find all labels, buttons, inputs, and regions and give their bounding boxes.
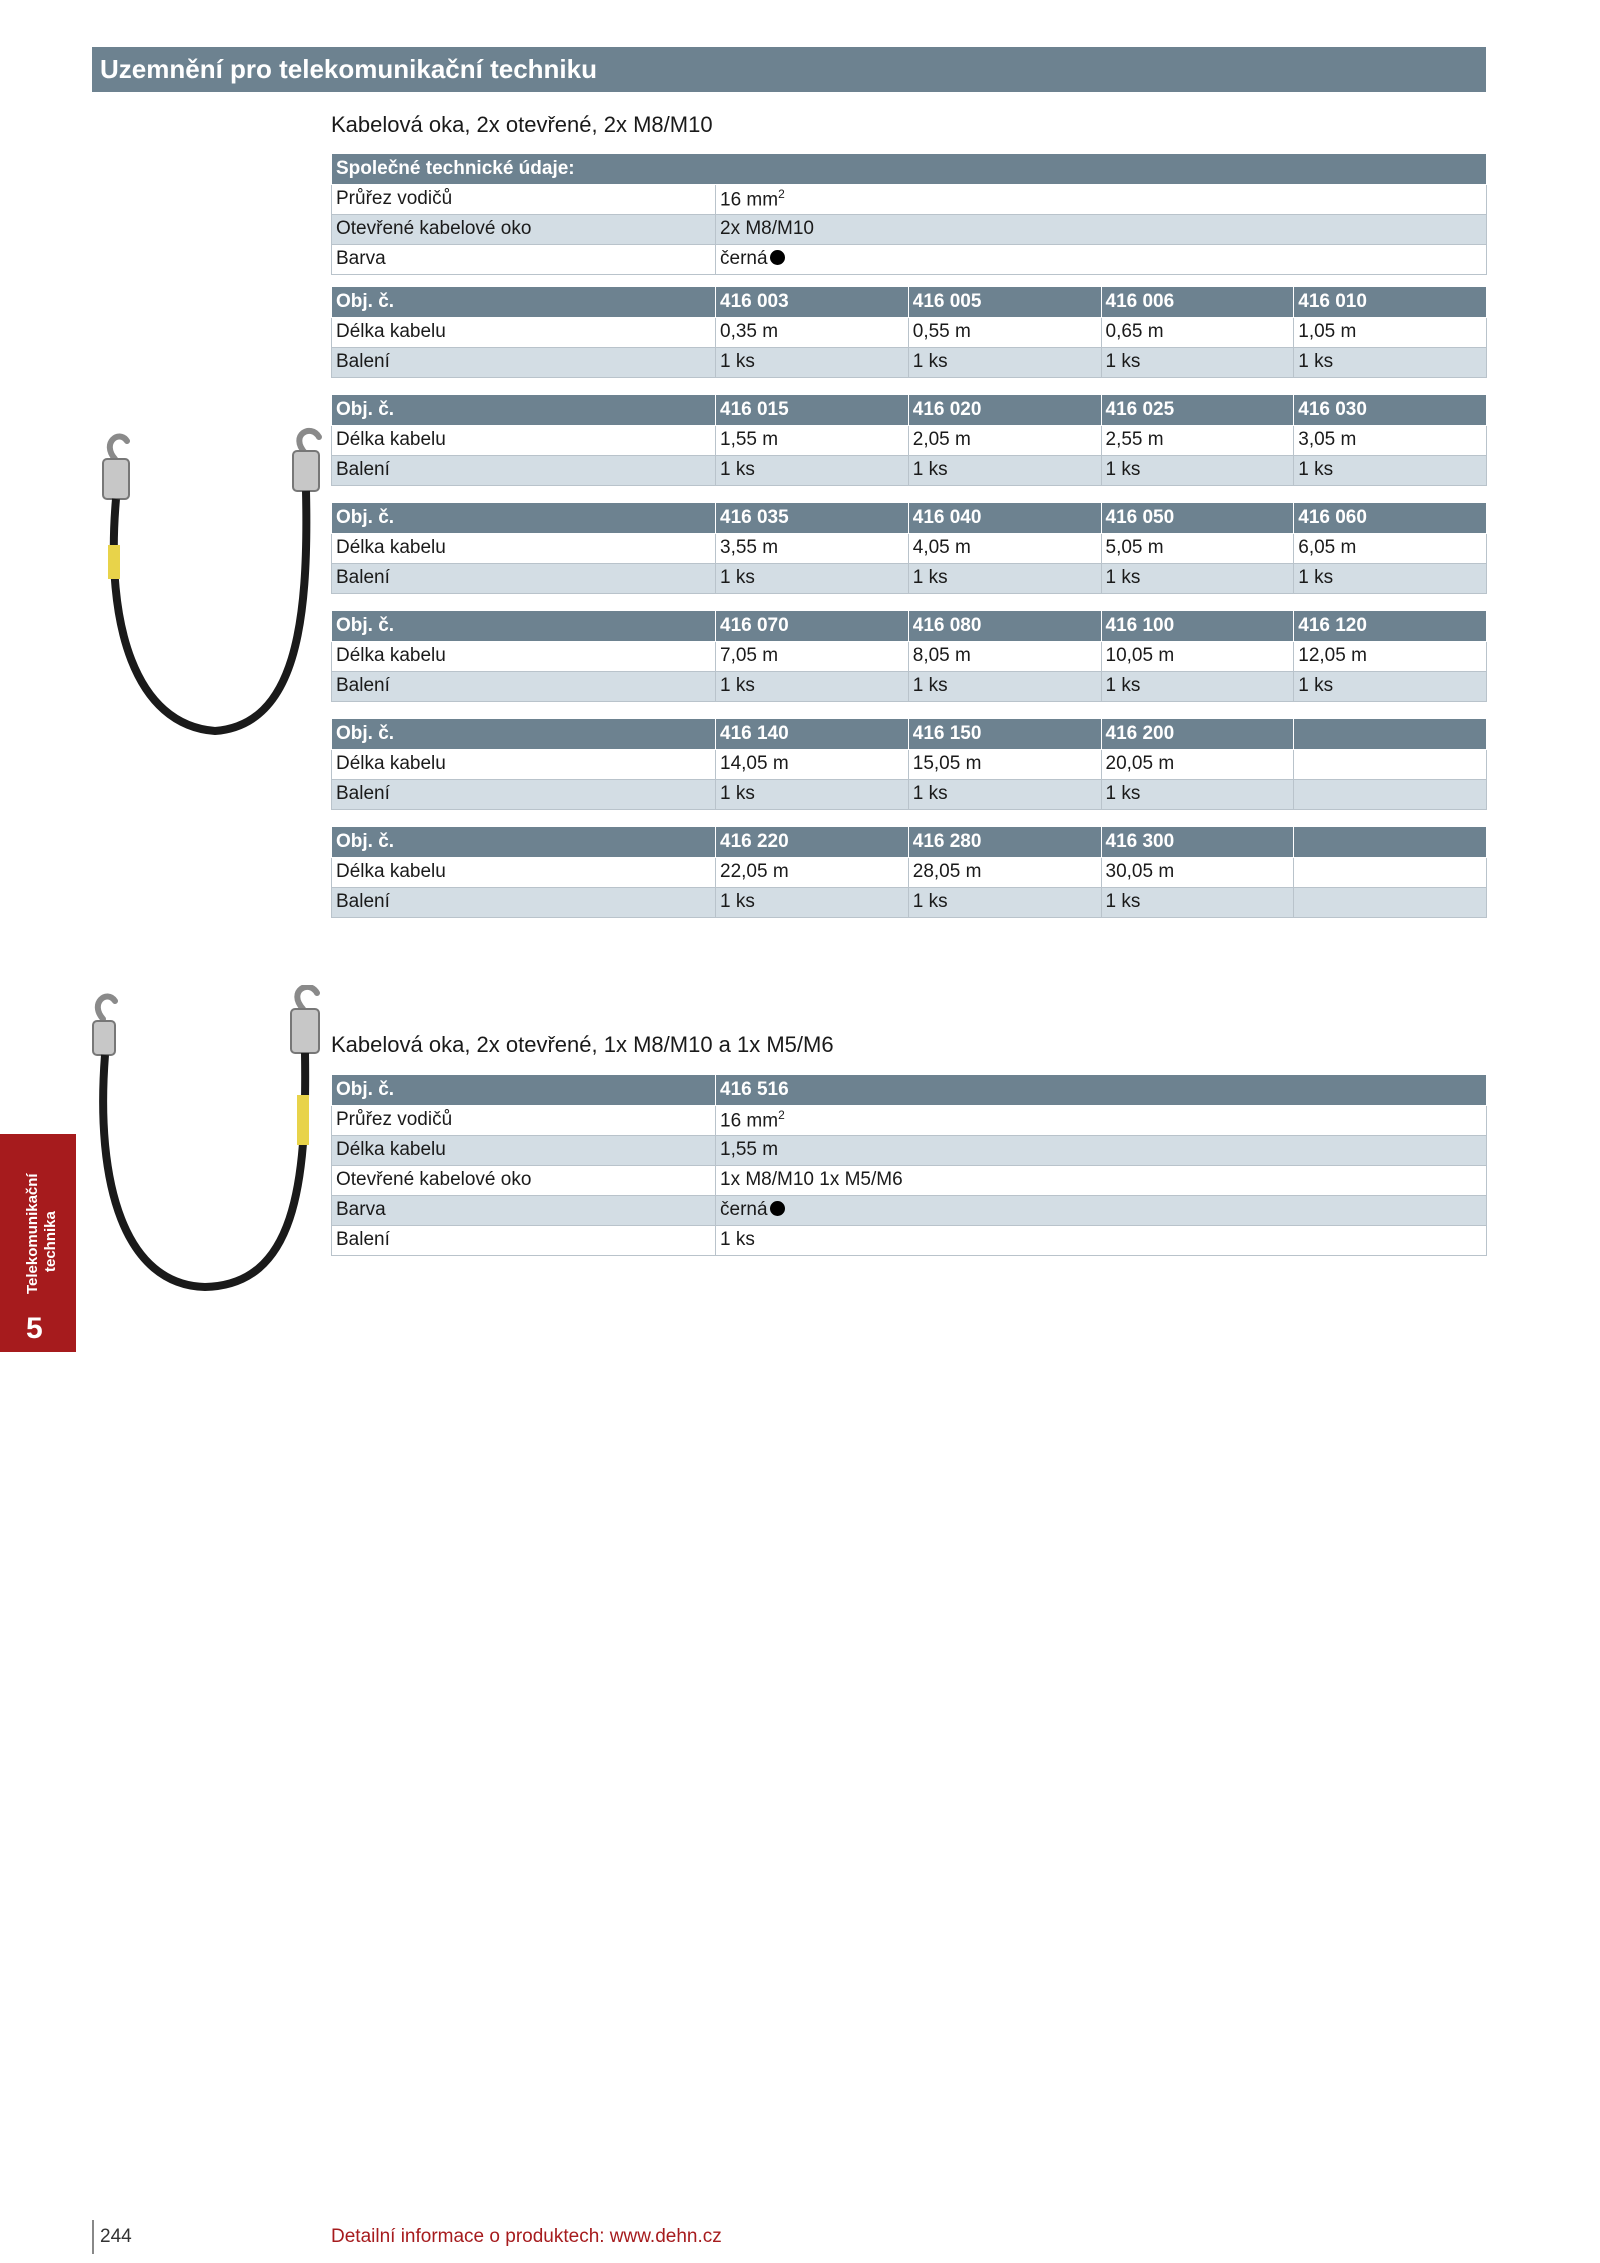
order-number-cell: 416 020 xyxy=(908,395,1101,425)
page-header-title: Uzemnění pro telekomunikační techniku xyxy=(100,54,597,84)
packaging-cell: 1 ks xyxy=(908,563,1101,593)
section2-title: Kabelová oka, 2x otevřené, 1x M8/M10 a 1x M5/M6 xyxy=(331,1032,834,1057)
cable-length-cell: 6,05 m xyxy=(1294,533,1487,563)
chapter-tab-label: Telekomunikační technika xyxy=(24,1173,59,1294)
spec-label: Otevřené kabelové oko xyxy=(332,214,716,244)
table-header-row xyxy=(332,827,1487,857)
chapter-number: 5 xyxy=(26,1312,43,1345)
table-row xyxy=(332,641,1487,671)
table-row xyxy=(332,455,1487,485)
packaging-cell: 1 ks xyxy=(1294,455,1487,485)
spec-value: černá xyxy=(716,244,1487,274)
order-number-label: Obj. č. xyxy=(332,395,716,425)
cable-length-cell: 0,35 m xyxy=(716,317,909,347)
order-number-cell: 416 006 xyxy=(1101,287,1294,317)
packaging-label: Balení xyxy=(332,563,716,593)
common-specs-table xyxy=(331,154,1487,275)
table-header-row xyxy=(332,719,1487,749)
spec-label: Balení xyxy=(332,1225,716,1255)
cable-length-label: Délka kabelu xyxy=(332,425,716,455)
footer-divider xyxy=(92,2220,94,2254)
table-row xyxy=(332,1225,1487,1255)
table-row xyxy=(332,244,1487,274)
spec-label: Průřez vodičů xyxy=(332,1105,716,1135)
cable-length-cell: 22,05 m xyxy=(716,857,909,887)
table-row xyxy=(332,671,1487,701)
order-number-label: Obj. č. xyxy=(332,1075,716,1105)
table-row xyxy=(332,425,1487,455)
table-row xyxy=(332,184,1487,214)
cable-length-label: Délka kabelu xyxy=(332,641,716,671)
packaging-cell xyxy=(1294,779,1487,809)
spec-value: 1,55 m xyxy=(716,1135,1487,1165)
cable-length-cell: 1,05 m xyxy=(1294,317,1487,347)
cable-length-cell: 20,05 m xyxy=(1101,749,1294,779)
spec-value: 1 ks xyxy=(716,1225,1487,1255)
packaging-cell: 1 ks xyxy=(1294,347,1487,377)
order-table xyxy=(331,395,1487,486)
packaging-label: Balení xyxy=(332,347,716,377)
packaging-cell: 1 ks xyxy=(908,779,1101,809)
order-number-cell: 416 015 xyxy=(716,395,909,425)
product-416516-table xyxy=(331,1075,1487,1256)
order-number-cell: 416 003 xyxy=(716,287,909,317)
packaging-cell: 1 ks xyxy=(716,563,909,593)
table-row xyxy=(332,347,1487,377)
order-number-cell: 416 080 xyxy=(908,611,1101,641)
spec-label: Barva xyxy=(332,1195,716,1225)
chapter-side-tab[interactable] xyxy=(0,1134,76,1352)
packaging-cell: 1 ks xyxy=(716,347,909,377)
table-row xyxy=(332,779,1487,809)
table-row xyxy=(332,1105,1487,1135)
spec-value: 1x M8/M10 1x M5/M6 xyxy=(716,1165,1487,1195)
cable-length-cell: 2,05 m xyxy=(908,425,1101,455)
packaging-cell: 1 ks xyxy=(1101,887,1294,917)
table-row xyxy=(332,857,1487,887)
packaging-cell: 1 ks xyxy=(1101,455,1294,485)
table-row xyxy=(332,1135,1487,1165)
packaging-label: Balení xyxy=(332,455,716,485)
black-color-dot-icon xyxy=(770,1201,785,1216)
order-table xyxy=(331,503,1487,594)
table-row xyxy=(332,887,1487,917)
spec-label: Otevřené kabelové oko xyxy=(332,1165,716,1195)
packaging-cell xyxy=(1294,887,1487,917)
table-header-row xyxy=(332,287,1487,317)
cable-length-label: Délka kabelu xyxy=(332,317,716,347)
packaging-label: Balení xyxy=(332,671,716,701)
cable-length-cell xyxy=(1294,749,1487,779)
order-number-label: Obj. č. xyxy=(332,719,716,749)
cable-length-cell: 3,55 m xyxy=(716,533,909,563)
spec-value: 16 $mm^2$ xyxy=(716,1105,1487,1135)
packaging-cell: 1 ks xyxy=(1101,779,1294,809)
order-number: 416 516 xyxy=(716,1075,1487,1105)
order-number-cell: 416 035 xyxy=(716,503,909,533)
product-image-cable-2 xyxy=(75,985,335,1305)
spec-value: 2x M8/M10 xyxy=(716,214,1487,244)
table-header-row xyxy=(332,503,1487,533)
table-header-row xyxy=(332,1075,1487,1105)
table-row xyxy=(332,533,1487,563)
table-row xyxy=(332,749,1487,779)
cable-length-cell: 7,05 m xyxy=(716,641,909,671)
order-number-cell: 416 005 xyxy=(908,287,1101,317)
order-number-label: Obj. č. xyxy=(332,611,716,641)
packaging-cell: 1 ks xyxy=(1294,671,1487,701)
black-color-dot-icon xyxy=(770,250,785,265)
order-table xyxy=(331,719,1487,810)
spec-value: černá xyxy=(716,1195,1487,1225)
cable-length-cell: 12,05 m xyxy=(1294,641,1487,671)
order-number-cell: 416 010 xyxy=(1294,287,1487,317)
cable-length-cell: 3,05 m xyxy=(1294,425,1487,455)
packaging-cell: 1 ks xyxy=(716,455,909,485)
packaging-cell: 1 ks xyxy=(716,671,909,701)
spec-value: 16 $mm^2$ xyxy=(716,184,1487,214)
cable-length-cell: 5,05 m xyxy=(1101,533,1294,563)
order-number-cell: 416 070 xyxy=(716,611,909,641)
packaging-cell: 1 ks xyxy=(1101,563,1294,593)
packaging-cell: 1 ks xyxy=(908,347,1101,377)
cable-length-cell: 15,05 m xyxy=(908,749,1101,779)
cable-length-cell: 0,65 m xyxy=(1101,317,1294,347)
order-number-cell xyxy=(1294,719,1487,749)
cable-length-label: Délka kabelu xyxy=(332,533,716,563)
cable-length-cell: 2,55 m xyxy=(1101,425,1294,455)
table-header-row xyxy=(332,611,1487,641)
order-number-cell: 416 140 xyxy=(716,719,909,749)
order-number-cell: 416 040 xyxy=(908,503,1101,533)
order-number-cell: 416 220 xyxy=(716,827,909,857)
cable-length-cell: 4,05 m xyxy=(908,533,1101,563)
order-number-label: Obj. č. xyxy=(332,827,716,857)
page-header xyxy=(92,47,1486,92)
order-number-cell: 416 060 xyxy=(1294,503,1487,533)
table-row xyxy=(332,1195,1487,1225)
cable-length-cell: 8,05 m xyxy=(908,641,1101,671)
packaging-cell: 1 ks xyxy=(1101,347,1294,377)
packaging-cell: 1 ks xyxy=(908,887,1101,917)
spec-label: Průřez vodičů xyxy=(332,184,716,214)
packaging-cell: 1 ks xyxy=(716,887,909,917)
order-number-cell: 416 300 xyxy=(1101,827,1294,857)
packaging-label: Balení xyxy=(332,779,716,809)
page-number: 244 xyxy=(100,2226,132,2247)
order-table xyxy=(331,287,1487,378)
order-table xyxy=(331,827,1487,918)
cable-length-cell: 14,05 m xyxy=(716,749,909,779)
packaging-cell: 1 ks xyxy=(1294,563,1487,593)
order-number-cell: 416 025 xyxy=(1101,395,1294,425)
order-number-label: Obj. č. xyxy=(332,503,716,533)
common-specs-heading: Společné technické údaje: xyxy=(332,154,1487,184)
order-number-cell: 416 100 xyxy=(1101,611,1294,641)
cable-length-cell: 0,55 m xyxy=(908,317,1101,347)
table-row xyxy=(332,563,1487,593)
table-header-row xyxy=(332,395,1487,425)
packaging-cell: 1 ks xyxy=(908,671,1101,701)
order-number-cell: 416 150 xyxy=(908,719,1101,749)
packaging-cell: 1 ks xyxy=(716,779,909,809)
spec-label: Barva xyxy=(332,244,716,274)
table-row xyxy=(332,214,1487,244)
order-table xyxy=(331,611,1487,702)
order-number-cell: 416 200 xyxy=(1101,719,1294,749)
order-number-cell: 416 120 xyxy=(1294,611,1487,641)
packaging-cell: 1 ks xyxy=(1101,671,1294,701)
common-specs-header xyxy=(332,154,1487,184)
website-link[interactable]: Detailní informace o produktech: www.dehn.cz xyxy=(331,2226,722,2247)
cable-length-label: Délka kabelu xyxy=(332,749,716,779)
product-image-cable-1 xyxy=(75,425,335,745)
spec-label: Délka kabelu xyxy=(332,1135,716,1165)
cable-length-cell xyxy=(1294,857,1487,887)
table-row xyxy=(332,317,1487,347)
cable-length-cell: 1,55 m xyxy=(716,425,909,455)
cable-length-cell: 30,05 m xyxy=(1101,857,1294,887)
cable-length-cell: 28,05 m xyxy=(908,857,1101,887)
order-number-cell: 416 280 xyxy=(908,827,1101,857)
table-row xyxy=(332,1165,1487,1195)
order-number-cell: 416 030 xyxy=(1294,395,1487,425)
order-number-cell xyxy=(1294,827,1487,857)
order-number-cell: 416 050 xyxy=(1101,503,1294,533)
order-number-label: Obj. č. xyxy=(332,287,716,317)
section1-title: Kabelová oka, 2x otevřené, 2x M8/M10 xyxy=(331,112,713,137)
cable-length-cell: 10,05 m xyxy=(1101,641,1294,671)
cable-length-label: Délka kabelu xyxy=(332,857,716,887)
packaging-cell: 1 ks xyxy=(908,455,1101,485)
packaging-label: Balení xyxy=(332,887,716,917)
